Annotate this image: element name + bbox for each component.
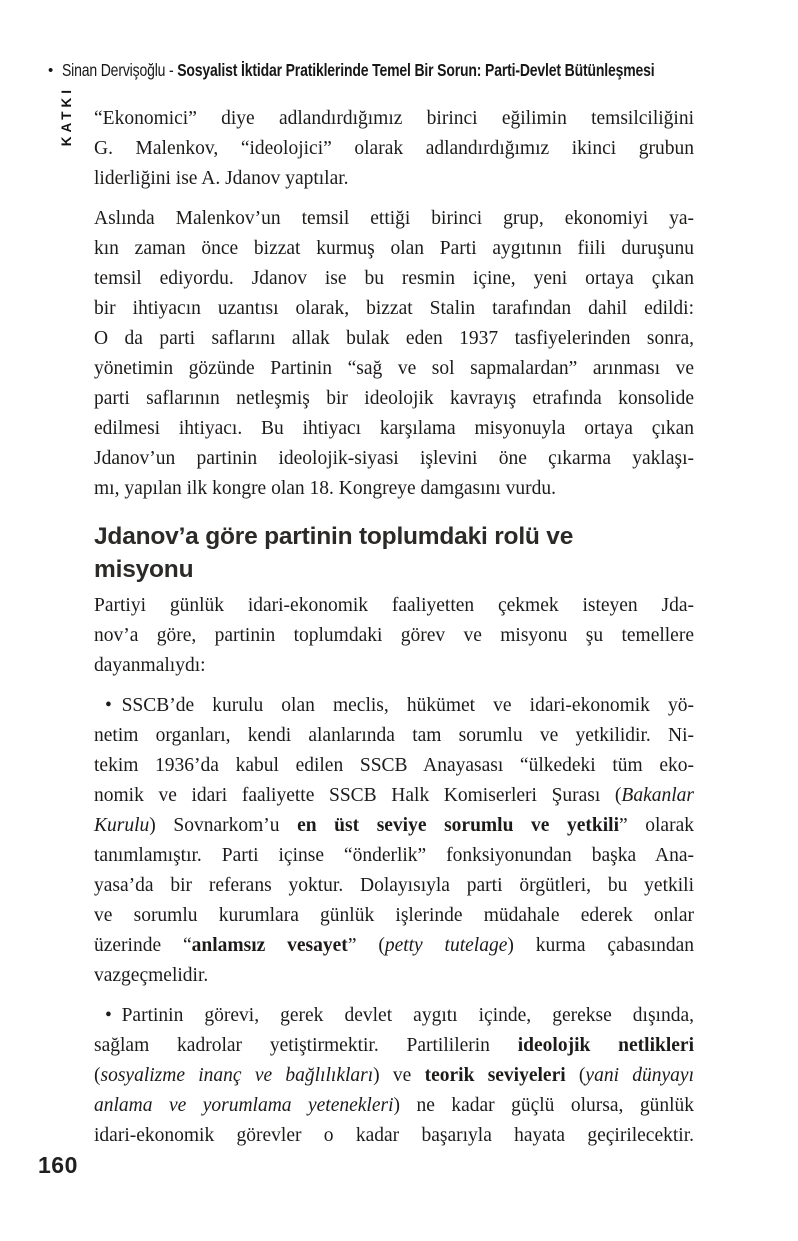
text-line: üzerinde “anlamsız vesayet” (petty tutelage) kurma çabasından	[94, 935, 695, 956]
text-line: Jdanov’un partinin ideolojik-siyasi işlevini öne çıkarma yaklaşı-	[94, 448, 694, 469]
header-text	[62, 60, 655, 81]
text-line: • SSCB’de kurulu olan meclis, hükümet ve idari-ekonomik yö-	[105, 695, 694, 716]
text-line: dayanmalıydı:	[94, 655, 206, 676]
section-heading	[94, 520, 694, 586]
text-line: misyonu	[94, 556, 194, 583]
text-line: tekim 1936’da kabul edilen SSCB Anayasası “ülkedeki tüm eko-	[94, 755, 694, 776]
text-column	[94, 104, 694, 1161]
text-line: yasa’da bir referans yoktur. Dolayısıyla parti örgütleri, bu yetkili	[94, 875, 694, 896]
text-line: parti saflarının netleşmiş bir ideolojik kavrayış etrafında konsolide	[94, 388, 694, 409]
text-line: liderliğini ise A. Jdanov yaptılar.	[94, 168, 349, 189]
body-paragraph	[94, 591, 694, 681]
header-chapter-title: Sosyalist İktidar Pratiklerinde Temel Bir Sorun: Parti-Devlet Bütünleşmesi	[177, 60, 655, 80]
body-paragraph	[94, 104, 694, 194]
text-line: nomik ve idari faaliyette SSCB Halk Komiserleri Şurası (Bakanlar	[94, 785, 694, 806]
text-line: ve sorumlu kurumlara günlük işlerinde müdahale ederek onlar	[94, 905, 694, 926]
text-line: tanımlamıştır. Parti içinse “önderlik” fonksiyonundan başka Ana-	[94, 845, 694, 866]
text-line: anlama ve yorumlama yetenekleri) ne kadar güçlü olursa, günlük	[94, 1095, 694, 1116]
text-line: Kurulu) Sovnarkom’u en üst seviye sorumlu ve yetkili” olarak	[94, 815, 694, 836]
text-line: sağlam kadrolar yetiştirmektir. Partililerin ideolojik netlikleri	[94, 1035, 694, 1056]
running-header	[48, 60, 798, 81]
text-line: Partiyi günlük idari-ekonomik faaliyetten çekmek isteyen Jda-	[94, 595, 694, 616]
text-line: yönetimin gözünde Partinin “sağ ve sol sapmalardan” arınması ve	[94, 358, 694, 379]
text-line: Jdanov’a göre partinin toplumdaki rolü ve	[94, 523, 574, 550]
section-spine-label: KATKI	[59, 86, 74, 147]
bullet-item	[94, 1001, 694, 1151]
page-number: 160	[38, 1152, 78, 1178]
text-line: bir ihtiyacın uzantısı olarak, bizzat Stalin tarafından dahil edildi:	[94, 298, 694, 319]
text-line: edilmesi ihtiyacı. Bu ihtiyacı karşılama misyonuyla ortaya çıkan	[94, 418, 694, 439]
text-line: O da parti saflarını allak bulak eden 1937 tasfiyelerinden sonra,	[94, 328, 694, 349]
text-line: temsil ediyordu. Jdanov ise bu resmin içine, yeni ortaya çıkan	[94, 268, 694, 289]
text-line: (sosyalizme inanç ve bağlılıkları) ve teorik seviyeleri (yani dünyayı	[94, 1065, 694, 1086]
text-line: vazgeçmelidir.	[94, 965, 209, 986]
body-paragraph	[94, 204, 694, 504]
text-line: netim organları, kendi alanlarında tam sorumlu ve yetkilidir. Ni-	[94, 725, 694, 746]
text-line: kın zaman önce bizzat kurmuş olan Parti aygıtının fiili duruşunu	[94, 238, 694, 259]
header-bullet-icon: •	[48, 62, 54, 79]
header-author: Sinan Dervişoğlu -	[62, 60, 178, 80]
text-line: mı, yapılan ilk kongre olan 18. Kongreye damgasını vurdu.	[94, 478, 556, 499]
text-line: Aslında Malenkov’un temsil ettiği birinci grup, ekonomiyi ya-	[94, 208, 694, 229]
text-line: G. Malenkov, “ideolojici” olarak adlandırdığımız ikinci grubun	[94, 138, 694, 159]
text-line: “Ekonomici” diye adlandırdığımız birinci eğilimin temsilciliğini	[94, 108, 694, 129]
text-line: idari-ekonomik görevler o kadar başarıyla hayata geçirilecektir.	[94, 1125, 694, 1146]
text-line: • Partinin görevi, gerek devlet aygıtı içinde, gerekse dışında,	[105, 1005, 694, 1026]
bullet-item	[94, 691, 694, 991]
text-line: nov’a göre, partinin toplumdaki görev ve misyonu şu temellere	[94, 625, 694, 646]
